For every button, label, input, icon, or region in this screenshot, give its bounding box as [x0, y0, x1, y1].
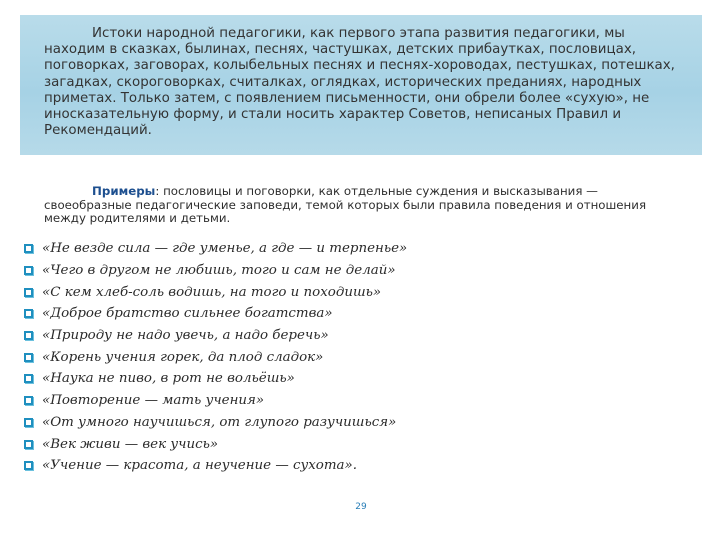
list-item	[24, 368, 684, 390]
square-bullet-icon	[24, 244, 33, 253]
proverb-text: «От умного научишься, от глупого разучишься»	[42, 414, 397, 430]
square-bullet-icon	[24, 309, 33, 318]
proverb-text: «Корень учения горек, да плод сладок»	[42, 349, 324, 365]
examples-paragraph	[44, 185, 664, 226]
proverb-list	[24, 238, 684, 477]
proverb-text: «Чего в другом не любишь, того и сам не делай»	[42, 263, 396, 279]
proverb-text: «Век живи — век учись»	[42, 436, 219, 452]
proverb-text: «С кем хлеб-соль водишь, на того и походишь»	[42, 284, 382, 300]
list-item	[24, 303, 684, 325]
square-bullet-icon	[24, 331, 33, 340]
list-item	[24, 412, 684, 434]
square-bullet-icon	[24, 418, 33, 427]
examples-label: Примеры	[92, 184, 156, 198]
square-bullet-icon	[24, 288, 33, 297]
square-bullet-icon	[24, 396, 33, 405]
page-number: 29	[355, 502, 367, 512]
list-item	[24, 433, 684, 455]
list-item	[24, 281, 684, 303]
square-bullet-icon	[24, 374, 33, 383]
square-bullet-icon	[24, 353, 33, 362]
proverb-text: «Повторение — мать учения»	[42, 393, 265, 409]
list-item	[24, 325, 684, 347]
list-item	[24, 455, 684, 477]
list-item	[24, 346, 684, 368]
proverb-text: «Природу не надо увечь, а надо беречь»	[42, 328, 329, 344]
proverb-text: «Доброе братство сильнее богатства»	[42, 306, 333, 322]
square-bullet-icon	[24, 461, 33, 470]
intro-paragraph	[44, 26, 680, 139]
square-bullet-icon	[24, 266, 33, 275]
list-item	[24, 390, 684, 412]
list-item	[24, 238, 684, 260]
examples-text: : пословицы и поговорки, как отдельные суждения и высказывания — своеобразные педагогические заповеди, темой которых были правила поведения и отношения между родителями и детьми.	[44, 184, 647, 226]
proverb-text: «Наука не пиво, в рот не вольёшь»	[42, 371, 295, 387]
intro-text: Истоки народной педагогики, как первого этапа развития педагогики, мы находим в сказках, былинах, песнях, частушках, детских прибаутках, пословицах, поговорках, заговорах, колыбельных песнях и песнях-хороводах, пестушках, потешках, загадках, скороговорках, считалках, оглядках, исторических преданиях, народных приметах. Только затем, с появлением письменности, они обрели более «сухую», не иносказательную форму, и стали носить характер Советов, неписаных Правил и Рекомендаций.	[44, 26, 675, 139]
list-item	[24, 260, 684, 282]
square-bullet-icon	[24, 440, 33, 449]
proverb-text: «Не везде сила — где уменье, а где — и терпенье»	[42, 241, 408, 257]
proverb-text: «Учение — красота, а неучение — сухота».	[42, 458, 357, 474]
